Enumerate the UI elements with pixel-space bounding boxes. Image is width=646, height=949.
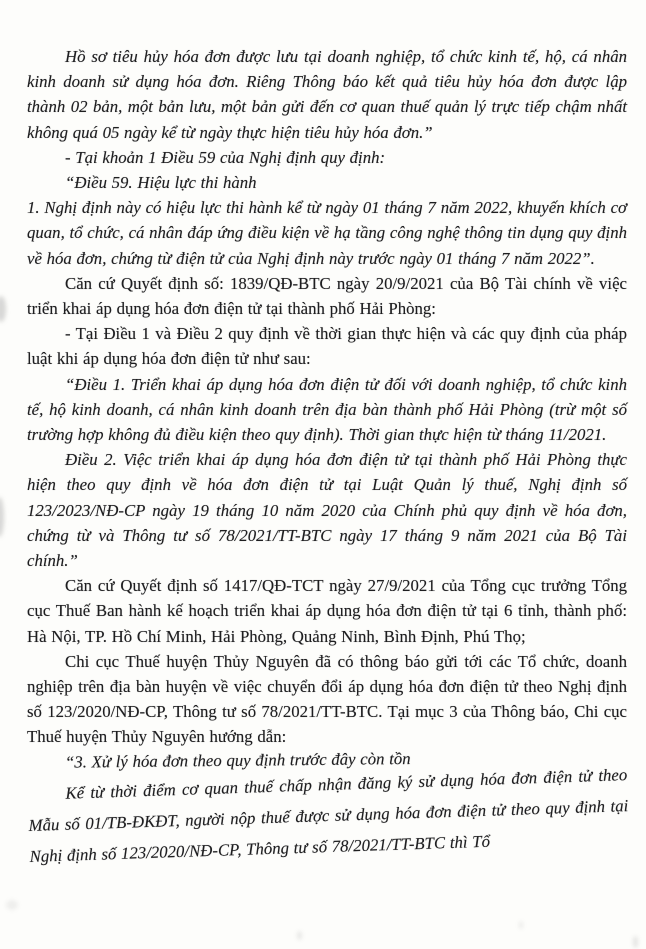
scan-smudge [633,936,638,948]
paragraph-dieu-59-heading: “Điều 59. Hiệu lực thi hành [65,173,257,193]
scan-smudge [0,296,6,322]
paragraph-tai-khoan-1-dieu-59: - Tại khoản 1 Điều 59 của Nghị định quy định: [65,147,386,167]
scan-smudge [519,921,523,929]
paragraph-ho-so-tieu-huy: Hồ sơ tiêu hủy hóa đơn được lưu tại doanh nghiệp, tổ chức kinh tế, hộ, cá nhân kinh doanh sử dụng hóa đơn. Riêng Thông báo kết quả tiêu hủy hóa đơn được lập thành 02 bản, một bản lưu, một bản gửi đến cơ quan thuế quản lý trực tiếp chậm nhất không quá 05 ngày kể từ ngày thực hiện tiêu hủy hóa đơn.” [27,47,627,142]
scan-smudge [6,900,18,910]
scan-smudge [297,931,302,940]
paragraph-tai-dieu-1-va-dieu-2: - Tại Điều 1 và Điều 2 quy định về thời gian thực hiện và các quy định của pháp luật khi áp dụng hóa đơn điện tử như sau: [27,324,627,369]
paragraph-nghi-dinh-hieu-luc: 1. Nghị định này có hiệu lực thi hành kể từ ngày 01 tháng 7 năm 2022, khuyến khích cơ quan, tổ chức, cá nhân đáp ứng điều kiện về hạ tầng công nghệ thông tin dụng quy định về hóa đơn, chứng từ điện tử của Nghị định này trước ngày 01 tháng 7 năm 2022”. [27,198,627,268]
scan-smudge [0,497,4,537]
paragraph-xu-ly-hoa-don-heading: “3. Xử lý hóa đơn theo quy định trước đây còn tồn [64,748,411,772]
paragraph-can-cu-1417: Căn cứ Quyết định số 1417/QĐ-TCT ngày 27/9/2021 của Tổng cục trưởng Tổng cục Thuế Ban hành kế hoạch triển khai áp dụng hóa đơn điện tử tại 6 tỉnh, thành phố: Hà Nội, TP. Hồ Chí Minh, Hải Phòng, Quảng Ninh, Bình Định, Phú Thọ; [27,576,627,646]
paragraph-ke-tu-thoi-diem: Kể từ thời điểm cơ quan thuế chấp nhận đăng ký sử dụng hóa đơn điện tử theo Mẫu số 01/TB-ĐKĐT, người nộp thuế được sử dụng hóa đơn điện tử theo quy định tại Nghị định số 123/2020/NĐ-CP, Thông tư số 78/2021/TT-BTC thì Tổ [28,764,629,866]
paragraph-dieu-2: Điều 2. Việc triển khai áp dụng hóa đơn điện tử tại thành phố Hải Phòng thực hiện theo quy định về hóa đơn điện tử tại Luật Quản lý thuế, Nghị định số 123/2023/NĐ-CP ngày 19 tháng 10 năm 2020 của Chính phủ quy định về hóa đơn, chứng từ và Thông tư số 78/2021/TT-BTC ngày 17 tháng 9 năm 2021 của Bộ Tài chính.” [27,450,627,571]
paragraph-can-cu-1839: Căn cứ Quyết định số: 1839/QĐ-BTC ngày 20/9/2021 của Bộ Tài chính về việc triển khai áp dụng hóa đơn điện tử tại thành phố Hải Phòng: [27,273,627,319]
paragraph-chi-cuc-thue-thong-bao: Chi cục Thuế huyện Thủy Nguyên đã có thông báo gửi tới các Tổ chức, doanh nghiệp trên địa bàn huyện về việc chuyển đổi áp dụng hóa đơn điện tử theo Nghị định số 123/2020/NĐ-CP, Thông tư số 78/2021/TT-BTC. Tại mục 3 của Thông báo, Chi cục Thuế huyện Thủy Nguyên hướng dẫn: [27,651,627,747]
paragraph-dieu-1: “Điều 1. Triển khai áp dụng hóa đơn điện tử đối với doanh nghiệp, tổ chức kinh tế, hộ kinh doanh, cá nhân kinh doanh trên địa bàn thành phố Hải Phòng (trừ một số trường hợp không đủ điều kiện theo quy định). Thời gian thực hiện từ tháng 11/2021. [27,374,627,445]
